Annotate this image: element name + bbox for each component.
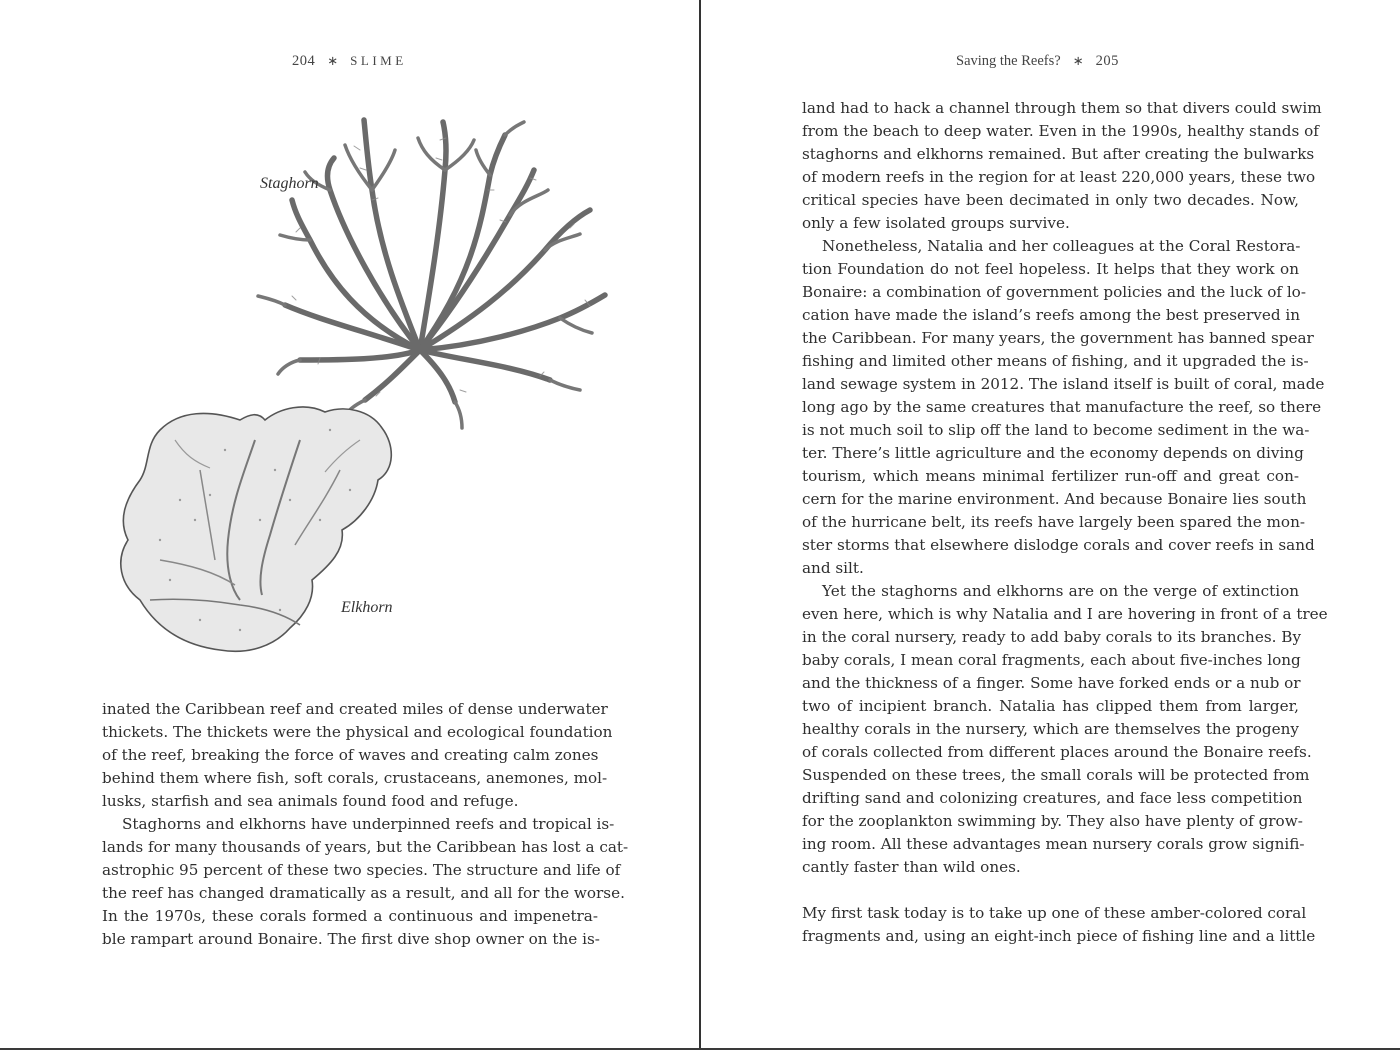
text-line: baby corals, I mean coral fragments, each about five-inches long [802,651,1301,669]
text-line: thickets. The thickets were the physical and ecological foundation [102,723,613,741]
caption-elkhorn: Elkhorn [341,599,393,616]
text-line: fishing and limited other means of fishing, and it upgraded the is- [802,352,1309,370]
text-line: Staghorns and elkhorns have underpinned reefs and tropical is- [122,815,615,833]
right-page [701,0,1400,1050]
text-line: lusks, starfish and sea animals found food and refuge. [102,792,519,810]
coral-illustration [0,0,699,690]
text-line: critical species have been decimated in only two decades. Now, [802,191,1299,209]
text-line: land sewage system in 2012. The island itself is built of coral, made [802,375,1325,393]
text-line: long ago by the same creatures that manufacture the reef, so there [802,398,1322,416]
text-line: of corals collected from different places around the Bonaire reefs. [802,743,1312,761]
text-line: behind them where fish, soft corals, crustaceans, anemones, mol- [102,769,608,787]
text-line: and silt. [802,559,864,577]
text-line: for the zooplankton swimming by. They also have plenty of grow- [802,812,1303,830]
text-line: the reef has changed dramatically as a result, and all for the worse. [102,884,625,902]
text-line: inated the Caribbean reef and created miles of dense underwater [102,700,608,718]
left-body-text [102,698,629,951]
text-line: is not much soil to slip off the land to become sediment in the wa- [802,421,1310,439]
text-line: the Caribbean. For many years, the government has banned spear [802,329,1314,347]
right-page-number: 205 [1095,53,1119,69]
caption-staghorn: Staghorn [260,175,319,192]
text-line: ster storms that elsewhere dislodge corals and cover reefs in sand [802,536,1315,554]
left-separator: ∗ [327,53,339,68]
text-line: Bonaire: a combination of government policies and the luck of lo- [802,283,1306,301]
left-running-title: SLIME [350,53,407,68]
text-line: staghorns and elkhorns remained. But after creating the bulwarks [802,145,1315,163]
left-page-number: 204 [292,53,316,69]
text-line: Nonetheless, Natalia and her colleagues at the Coral Restora- [822,237,1301,255]
text-line: ble rampart around Bonaire. The first dive shop owner on the is- [102,930,600,948]
text-line: and the thickness of a finger. Some have forked ends or a nub or [802,674,1301,692]
text-line: two of incipient branch. Natalia has clipped them from larger, [802,697,1299,715]
text-line: of the reef, breaking the force of waves and creating calm zones [102,746,599,764]
text-line: cern for the marine environment. And because Bonaire lies south [802,490,1307,508]
text-line: healthy corals in the nursery, which are themselves the progeny [802,720,1299,738]
text-line: from the beach to deep water. Even in the 1990s, healthy stands of [802,122,1319,140]
text-line: My first task today is to take up one of these amber-colored coral [802,904,1307,922]
text-line: lands for many thousands of years, but the Caribbean has lost a cat- [102,838,629,856]
text-line: cantly faster than wild ones. [802,858,1021,876]
text-line: Yet the staghorns and elkhorns are on the verge of extinction [822,582,1299,600]
text-line: Suspended on these trees, the small corals will be protected from [802,766,1310,784]
text-line: only a few isolated groups survive. [802,214,1070,232]
right-running-title: Saving the Reefs? [956,53,1061,69]
text-line: tourism, which means minimal fertilizer run-off and great con- [802,467,1299,485]
text-line: In the 1970s, these corals formed a continuous and impenetra- [102,907,598,925]
text-line: land had to hack a channel through them so that divers could swim [802,99,1322,117]
left-page [0,0,699,1050]
text-line: ing room. All these advantages mean nursery corals grow signifi- [802,835,1305,853]
text-line: tion Foundation do not feel hopeless. It helps that they work on [802,260,1299,278]
text-line: of modern reefs in the region for at least 220,000 years, these two [802,168,1316,186]
text-line: drifting sand and colonizing creatures, and face less competition [802,789,1303,807]
text-line: astrophic 95 percent of these two species. The structure and life of [102,861,621,879]
text-line: even here, which is why Natalia and I are hovering in front of a tree [802,605,1328,623]
text-line: in the coral nursery, ready to add baby corals to its branches. By [802,628,1302,646]
right-body-text [802,97,1328,948]
staghorn-coral-drawing [258,120,605,428]
text-line: of the hurricane belt, its reefs have largely been spared the mon- [802,513,1305,531]
text-line: cation have made the island’s reefs among the best preserved in [802,306,1301,324]
right-separator: ∗ [1072,53,1084,68]
section-break [802,879,1299,902]
text-line: ter. There’s little agriculture and the economy depends on diving [802,444,1304,462]
text-line: fragments and, using an eight-inch piece of fishing line and a little [802,927,1316,945]
right-running-head [956,53,1119,70]
